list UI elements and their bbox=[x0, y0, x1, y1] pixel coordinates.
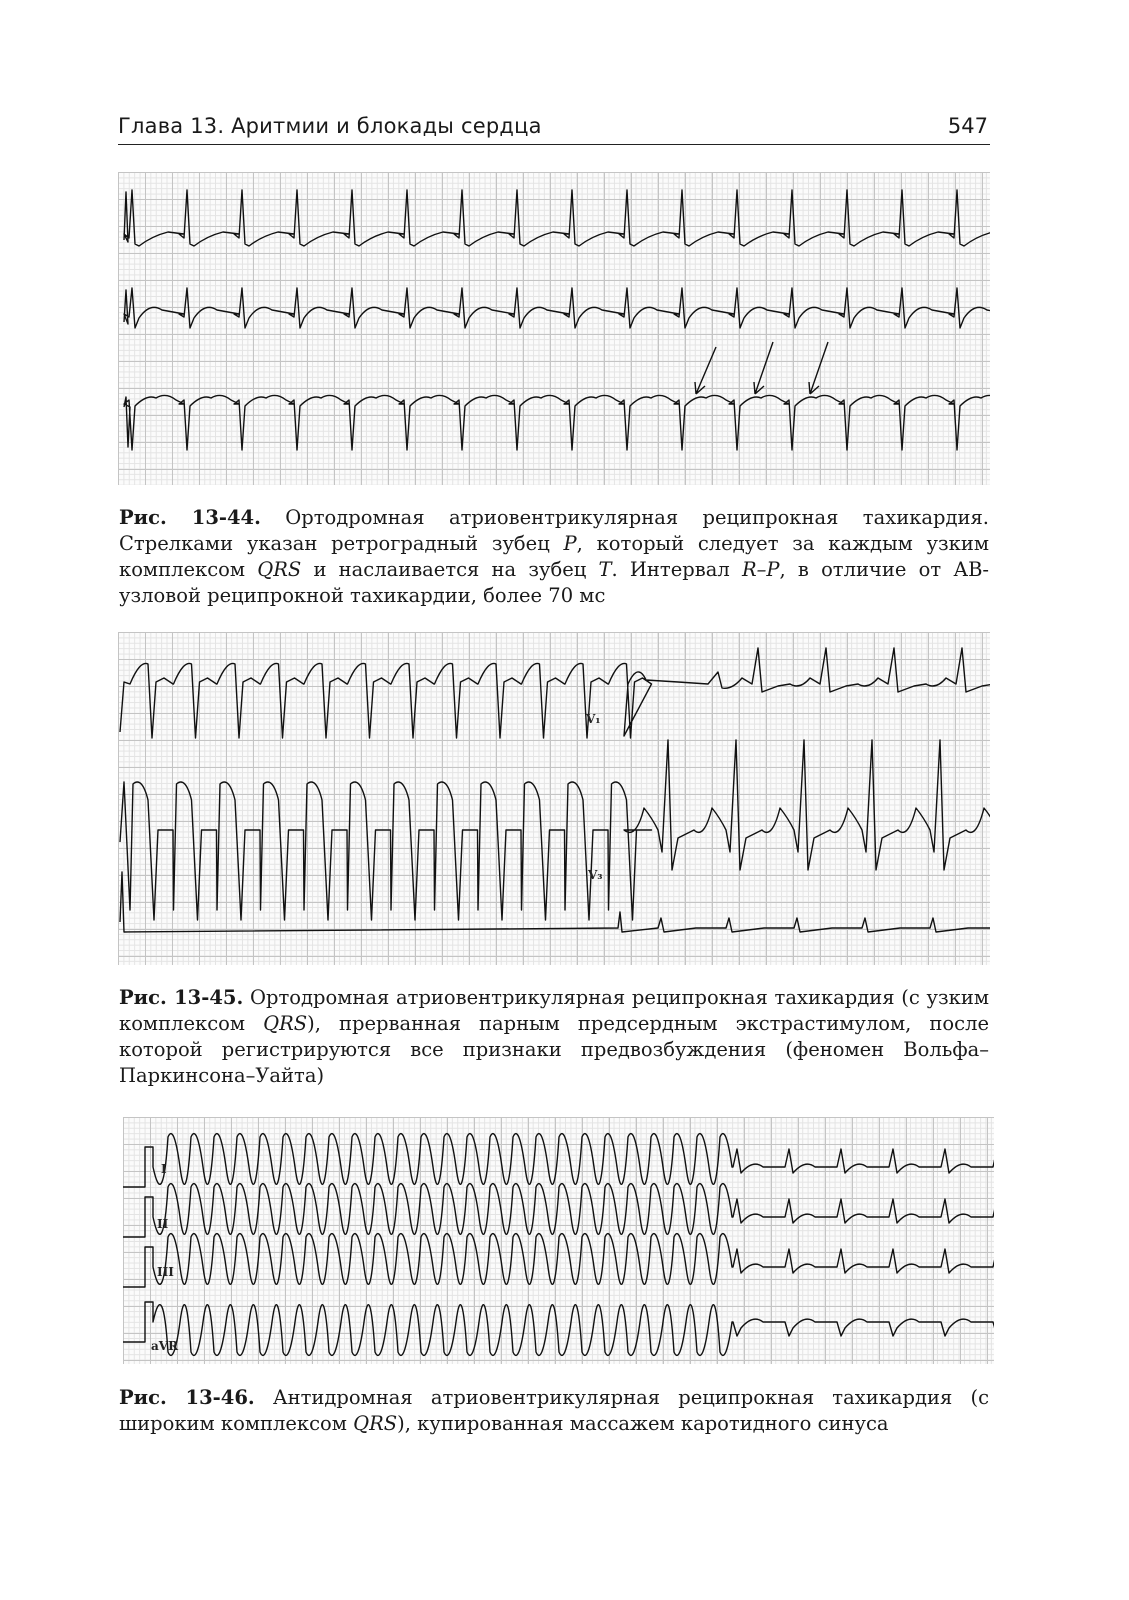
arrow-icon bbox=[695, 347, 716, 394]
ecg-lead-trace bbox=[123, 1234, 994, 1287]
running-header bbox=[118, 108, 990, 145]
ecg-traces bbox=[118, 172, 990, 485]
lead-label-ii: II bbox=[157, 1217, 169, 1231]
lead-label-v3: V₃ bbox=[588, 868, 603, 882]
figure-number: Рис. 13-44. bbox=[119, 506, 261, 529]
ecg-strip-1 bbox=[124, 190, 990, 246]
lead-label-iii: III bbox=[157, 1265, 174, 1279]
figure-number: Рис. 13-45. bbox=[119, 986, 244, 1009]
ecg-strip-v3 bbox=[120, 740, 990, 920]
arrow-icon bbox=[754, 342, 773, 394]
caption-figure-13-46: Рис. 13-46. Антидромная атриовентрикулярная реципрокная тахикардия (с широким комплексом QRS), купированная массажем каротидного синуса bbox=[119, 1386, 989, 1435]
figure-number: Рис. 13-46. bbox=[119, 1386, 255, 1409]
ecg-strip-bottom bbox=[120, 872, 990, 932]
lead-label-i: I bbox=[161, 1162, 167, 1176]
arrow-icon bbox=[809, 342, 828, 394]
ecg-strip-3 bbox=[124, 395, 990, 450]
chapter-title: Глава 13. Аритмии и блокады сердца bbox=[118, 114, 542, 138]
ecg-traces bbox=[118, 632, 990, 965]
ecg-traces bbox=[123, 1117, 994, 1364]
caption-figure-13-45: Рис. 13-45. Ортодромная атриовентрикулярная реципрокная тахикардия (с узким комплексом QRS), прерванная парным предсердным экстрастимулом, после которой регистрируются все признаки предвозбуждения (феномен Вольфа–Паркинсона–Уайта) bbox=[119, 986, 989, 1087]
caption-figure-13-44: Рис. 13-44. Ортодромная атриовентрикулярная реципрокная тахикардия. Стрелками указан ретроградный зубец P, который следует за каждым узким комплексом QRS и наслаивается на зубец T. Интервал R–P, в отличие от АВ-узловой реципрокной тахикардии, более 70 мс bbox=[119, 506, 990, 607]
ecg-figure-13-45 bbox=[118, 632, 990, 965]
page-number: 547 bbox=[947, 114, 988, 138]
ecg-lead-trace bbox=[123, 1184, 994, 1237]
ecg-strip-v1 bbox=[120, 648, 990, 738]
ecg-strip-2 bbox=[124, 288, 990, 328]
lead-label-avr: aVR bbox=[151, 1339, 179, 1353]
lead-label-v1: V₁ bbox=[586, 712, 601, 726]
ecg-figure-13-44 bbox=[118, 172, 990, 485]
ecg-lead-trace bbox=[123, 1302, 994, 1355]
ecg-lead-trace bbox=[123, 1134, 994, 1187]
ecg-figure-13-46 bbox=[123, 1117, 994, 1364]
